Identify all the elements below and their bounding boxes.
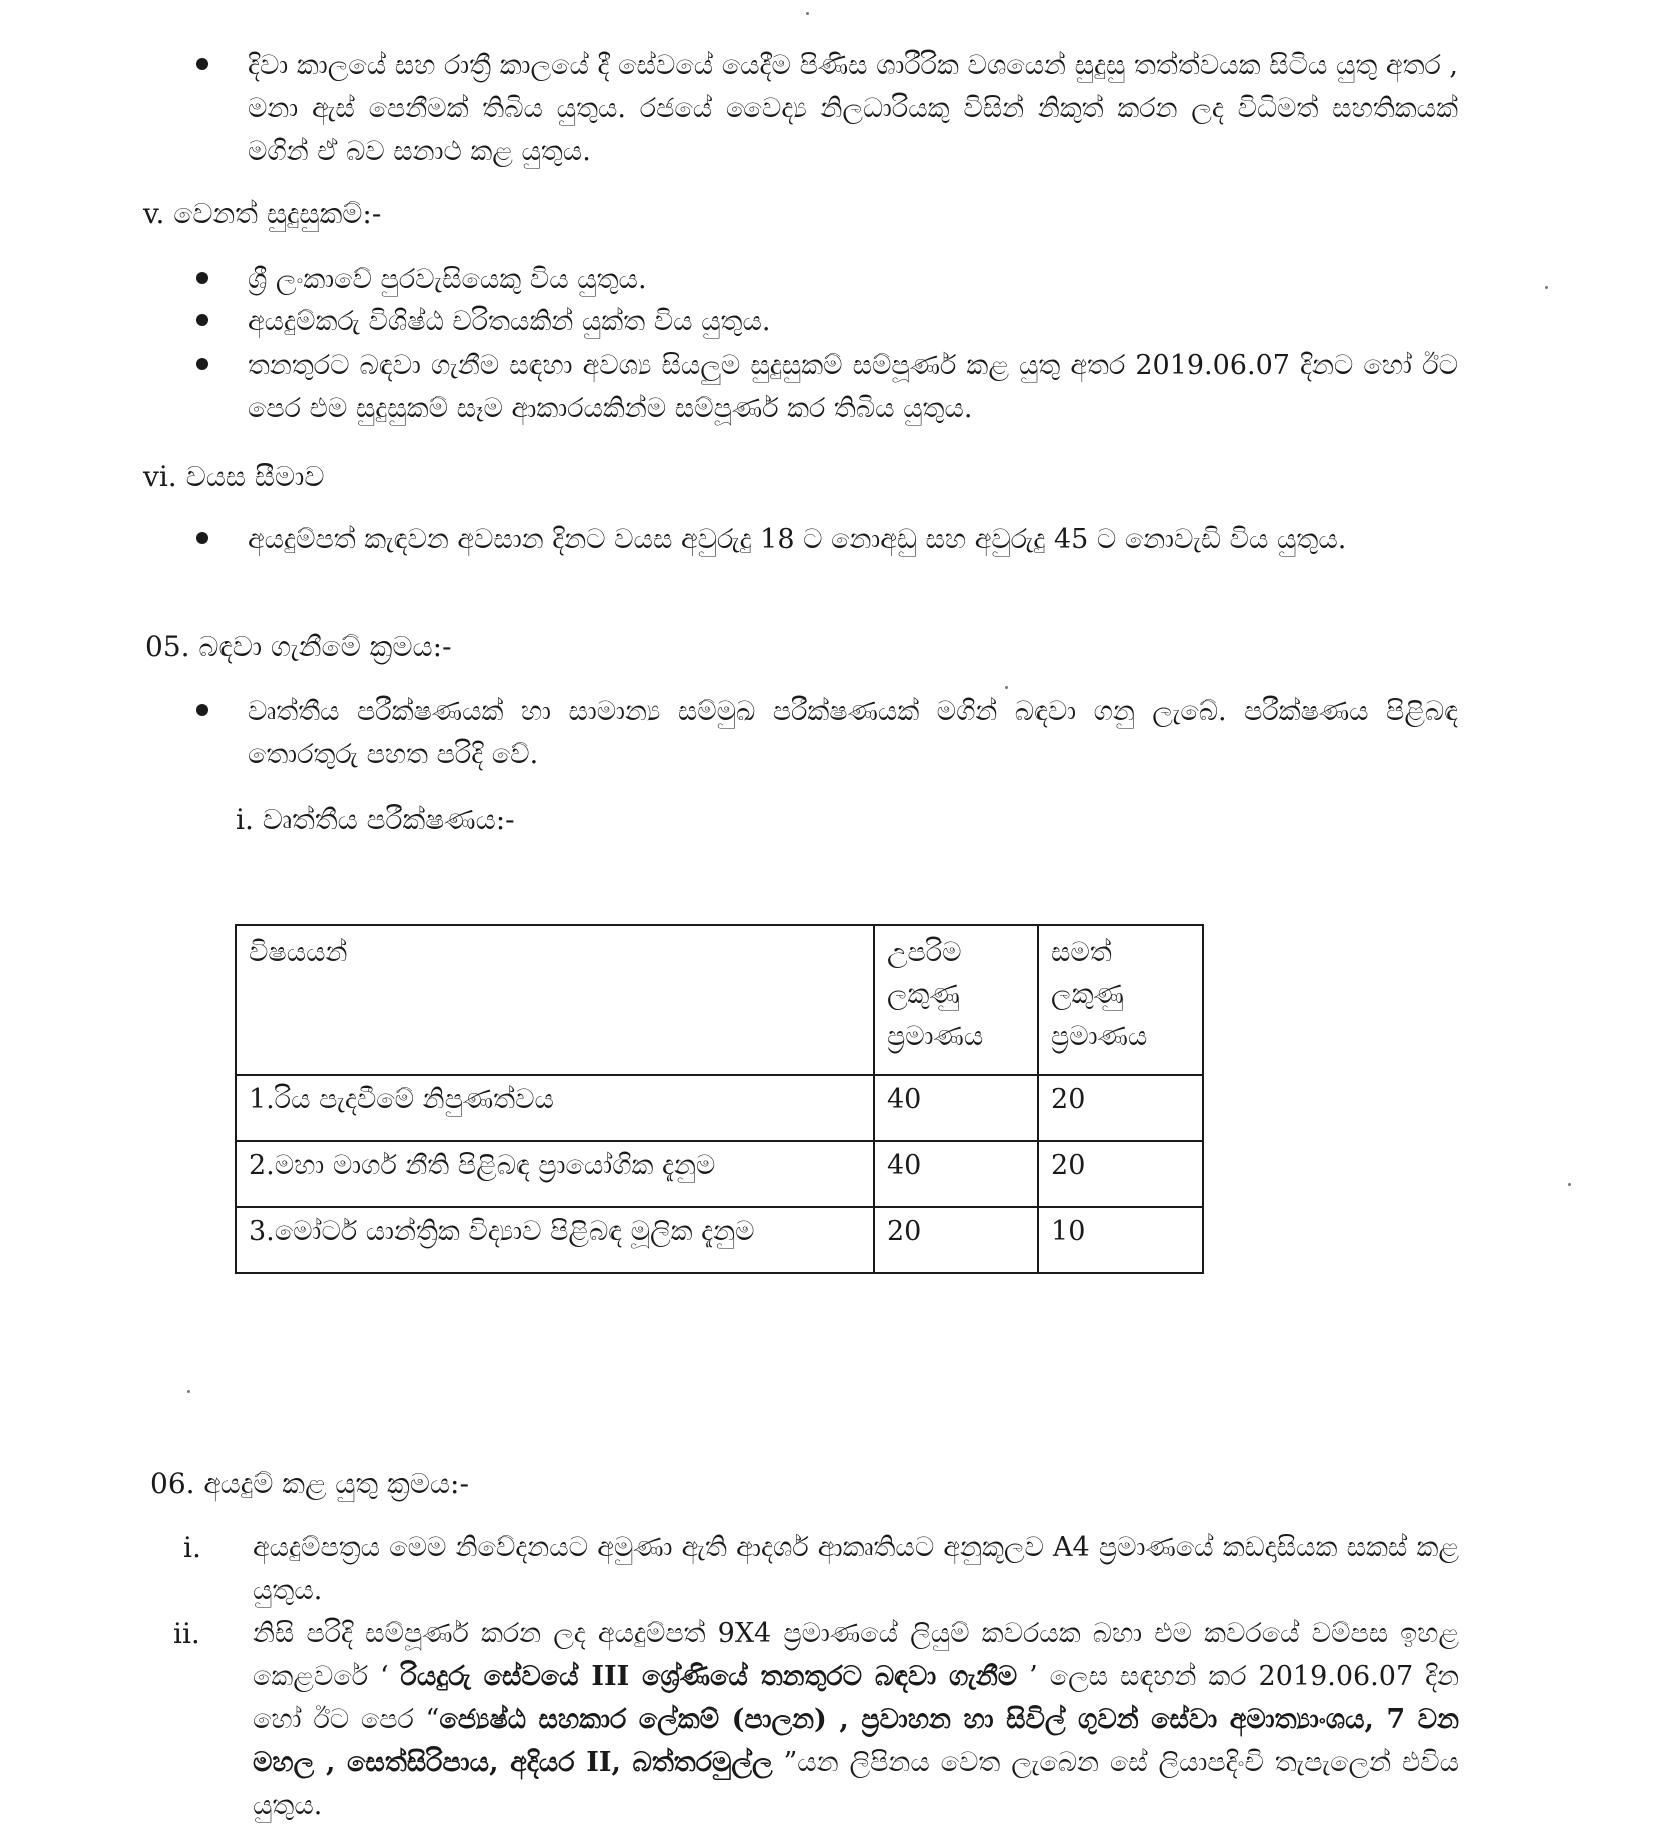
section-vi-heading: vi. වයස සීමාව [143, 460, 325, 493]
table-row [236, 1207, 1203, 1273]
item-text [253, 1612, 1459, 1827]
table-header-row [236, 925, 1203, 1075]
item-text-part: ’ ලෙස සඳහන් කර 2019.06.07 දින හෝ ඊට පෙර “ [253, 1661, 1459, 1735]
scan-speck [1545, 286, 1548, 289]
table-row [236, 1141, 1203, 1207]
list-item [196, 300, 1458, 343]
bullet-icon [196, 272, 208, 284]
marks-table [235, 924, 1204, 1274]
bullet-text: දිවා කාලයේ සහ රාත්‍රී කාලයේ දී සේවයේ යෙදීම පිණිස ශාරීරික වශයෙන් සුදුසු තත්ත්වයක සිටිය යුතු අතර , මනා ඇස් පෙනීමක් තිබිය යුතුය. රජයේ වෛද්‍ය නිලධාරියකු විසින් නිකුත් කරන ලද විධිමත් සහතිකයක් මගින් ඒ බව සනාථ කළ යුතුය. [248, 50, 1458, 167]
bullet-icon [196, 358, 208, 370]
subject-cell: 2.මහා මාර්ග නීති පිළිබඳ ප්‍රායෝගික දැනුම [236, 1141, 874, 1207]
subject-cell: 1.රිය පැදවීමේ නිපුණත්වය [236, 1075, 874, 1141]
list-item [196, 258, 1458, 301]
bullet-icon [196, 314, 208, 326]
bullet-text: තනතුරට බඳවා ගැනීම සඳහා අවශ්‍ය සියලුම සුදුසුකම් සම්පූර්ණ කළ යුතු අතර 2019.06.07 දිනට හෝ ඊට පෙර එම සුදුසුකම් සෑම ආකාරයකින්ම සම්පූර්ණ කර තිබිය යුතුය. [248, 350, 1458, 424]
list-item [196, 344, 1458, 430]
section-05-subheading: i. වෘත්තීය පරීක්ෂණය:- [236, 803, 515, 836]
bullet-text: අයදුම්පත් කැඳවන අවසාන දිනට වයස අවුරුදු 18 ට නොඅඩු සහ අවුරුදු 45 ට නොවැඩි විය යුතුය. [248, 524, 1347, 555]
pass-marks-cell: 20 [1038, 1141, 1203, 1207]
table-row [236, 1075, 1203, 1141]
list-item [196, 518, 1458, 561]
item-number: i. [183, 1531, 201, 1564]
bullet-icon [196, 58, 208, 70]
max-marks-cell: 40 [874, 1075, 1038, 1141]
max-marks-cell: 20 [874, 1207, 1038, 1273]
scan-speck [1005, 686, 1008, 689]
max-marks-cell: 40 [874, 1141, 1038, 1207]
bullet-text: අයදුම්කරු විශිෂ්ඨ චරිතයකින් යුක්ත විය යුතුය. [248, 306, 771, 337]
bullet-icon [196, 532, 208, 544]
bullet-text: ශ්‍රී ලංකාවේ පුරවැසියෙකු විය යුතුය. [248, 264, 647, 295]
item-text: අයදුම්පත්‍රය මෙම නිවේදනයට අමුණා ඇති ආදර්ශ ආකෘතියට අනුකූලව A4 ප්‍රමාණයේ කඩදාසියක සකස් කළ යුතුය. [253, 1532, 1459, 1606]
list-item [183, 1526, 1459, 1612]
section-v-heading: v. වෙනත් සුදුසුකම්:- [143, 197, 382, 230]
list-item [196, 44, 1458, 173]
list-item [196, 690, 1458, 776]
section-06-heading: 06. අයදුම් කළ යුතු ක්‍රමය:- [150, 1467, 469, 1500]
item-number: ii. [173, 1617, 200, 1650]
bullet-icon [196, 704, 208, 716]
item-text-part: ”යන ලිපිනය වෙත ලැබෙන සේ ලියාපදිංචි තැපැලෙන් එවිය යුතුය. [253, 1747, 1459, 1821]
item-text-part: නිසි පරිදි සම්පූර්ණ කරන ලද අයදුම්පත් 9X4 ප්‍රමාණයේ ලියුම් කවරයක බහා එම කවරයේ වම්පස ඉහළ කෙළවරේ ‘ [253, 1618, 1459, 1692]
section-05-heading: 05. බඳවා ගැනීමේ ක්‍රමය:- [145, 630, 452, 663]
pass-marks-cell: 20 [1038, 1075, 1203, 1141]
header-max-marks: උපරිම ලකුණු ප්‍රමාණය [874, 925, 1038, 1075]
scan-speck [806, 12, 809, 15]
scan-speck [187, 1390, 190, 1393]
scan-speck [1568, 1183, 1571, 1186]
post-title: රියදුරු සේවයේ III ශ්‍රේණියේ තනතුරට බඳවා ගැනීම [400, 1661, 1018, 1692]
pass-marks-cell: 10 [1038, 1207, 1203, 1273]
list-item [173, 1612, 1459, 1827]
header-subjects: විෂයයන් [236, 925, 874, 1075]
subject-cell: 3.මෝටර් යාන්ත්‍රික විද්‍යාව පිළිබඳ මූලික දැනුම [236, 1207, 874, 1273]
postal-address: ජ්‍යෙෂ්ඨ සහකාර ලේකම් (පාලන) , ප්‍රවාහන හා සිවිල් ගුවන් සේවා අමාත්‍යාංශය, 7 වන මහල , සෙත්සිරිපාය, අදියර II, බත්තරමුල්ල [253, 1704, 1459, 1778]
header-pass-marks: සමත් ලකුණු ප්‍රමාණය [1038, 925, 1203, 1075]
bullet-text: වෘත්තීය පරීක්ෂණයක් හා සාමාන්‍ය සම්මුඛ පරීක්ෂණයක් මගින් බඳවා ගනු ලැබේ. පරීක්ෂණය පිළිබඳ තොරතුරු පහත පරිදි වේ. [248, 696, 1458, 770]
